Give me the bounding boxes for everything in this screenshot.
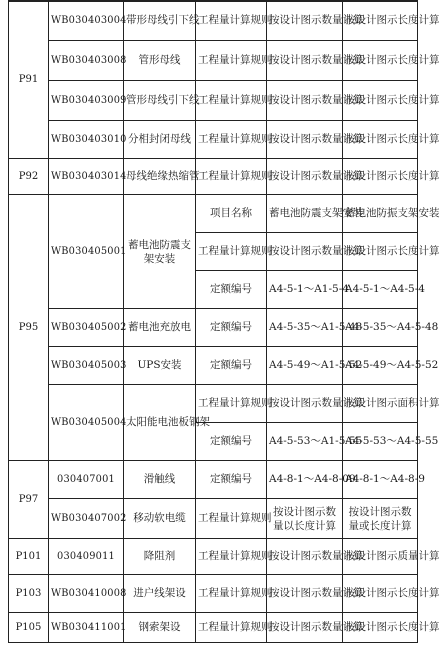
corrected-value: 按设计图示长度计算 (343, 159, 418, 195)
item-name: 管形母线 (124, 41, 196, 81)
item-name: 带形母线引下线 (124, 1, 196, 41)
page-ref: P91 (9, 1, 49, 159)
item-code: WB030403009 (49, 81, 124, 121)
item-name: 蓄电池防震支架安装 (124, 195, 196, 309)
original-value: 按设计图示数量计算 (267, 41, 343, 81)
corrected-value: 按设计图示面积计算 (343, 385, 418, 423)
original-value: 蓄电池防震支架安装 (267, 195, 343, 233)
item-code: 030407001 (49, 461, 124, 499)
item-code: WB030405002 (49, 309, 124, 347)
attribute: 工程量计算规则 (196, 41, 267, 81)
item-name: 钢索架设 (124, 613, 196, 643)
attribute: 定额编号 (196, 309, 267, 347)
item-name: 分相封闭母线 (124, 121, 196, 159)
original-value: A4-5-35～A1-5-48 (267, 309, 343, 347)
corrected-value: 按设计图示质量计算 (343, 539, 418, 575)
original-value: A4-8-1～A4-8-09 (267, 461, 343, 499)
attribute: 工程量计算规则 (196, 159, 267, 195)
table-row (9, 613, 418, 643)
attribute: 工程量计算规则 (196, 499, 267, 539)
item-name: 太阳能电池板钢架 (124, 385, 196, 461)
page-ref: P95 (9, 195, 49, 461)
attribute: 定额编号 (196, 423, 267, 461)
original-value: 按设计图示数量计算 (267, 233, 343, 271)
corrected-value: A4-5-49～A4-5-52 (343, 347, 418, 385)
corrected-value: 按设计图示长度计算 (343, 121, 418, 159)
item-name: 母线绝缘热缩管 (124, 159, 196, 195)
original-value: 按设计图示数量计算 (267, 1, 343, 41)
table-row (9, 1, 418, 41)
item-name: 蓄电池充放电 (124, 309, 196, 347)
table-row (9, 81, 418, 121)
attribute: 定额编号 (196, 347, 267, 385)
original-value: 按设计图示数量以长度计算 (267, 499, 343, 539)
table-row (9, 499, 418, 539)
page-ref: P97 (9, 461, 49, 539)
table-row (9, 309, 418, 347)
table-row (9, 195, 418, 233)
table-row (9, 159, 418, 195)
page-ref: P103 (9, 575, 49, 613)
item-code: WB030403008 (49, 41, 124, 81)
original-value: 按设计图示数量计算 (267, 539, 343, 575)
attribute: 定额编号 (196, 271, 267, 309)
item-code: WB030407002 (49, 499, 124, 539)
item-name: 降阻剂 (124, 539, 196, 575)
corrected-value: 按设计图示长度计算 (343, 81, 418, 121)
original-value: A4-5-1～A1-5-4 (267, 271, 343, 309)
corrected-value: 按设计图示长度计算 (343, 1, 418, 41)
original-value: 按设计图示数量计算 (267, 159, 343, 195)
errata-table (8, 0, 440, 643)
table-row (9, 575, 418, 613)
attribute: 定额编号 (196, 461, 267, 499)
item-name: 进户线架设 (124, 575, 196, 613)
item-code: WB030403014 (49, 159, 124, 195)
corrected-value: 按设计图示长度计算 (343, 41, 418, 81)
corrected-value: 按设计图示长度计算 (343, 575, 418, 613)
corrected-value: 按设计图示长度计算 (343, 233, 418, 271)
corrected-value: 按设计图示长度计算 (343, 613, 418, 643)
table-row (9, 539, 418, 575)
corrected-value: 按设计图示数量或长度计算 (343, 499, 418, 539)
page-ref: P105 (9, 613, 49, 643)
item-name: 管形母线引下线 (124, 81, 196, 121)
item-code: WB030403004 (49, 1, 124, 41)
item-name: 移动软电缆 (124, 499, 196, 539)
attribute: 工程量计算规则 (196, 575, 267, 613)
item-code: WB030405003 (49, 347, 124, 385)
original-value: 按设计图示数量计算 (267, 613, 343, 643)
corrected-value: 蓄电池防振支架安装 (343, 195, 418, 233)
attribute: 工程量计算规则 (196, 81, 267, 121)
corrected-value: A4-5-1～A4-5-4 (343, 271, 418, 309)
attribute: 工程量计算规则 (196, 233, 267, 271)
attribute: 工程量计算规则 (196, 539, 267, 575)
original-value: A4-5-49～A1-5-52 (267, 347, 343, 385)
corrected-value: A4-8-1～A4-8-9 (343, 461, 418, 499)
original-value: 按设计图示数量计算 (267, 385, 343, 423)
item-name: 滑触线 (124, 461, 196, 499)
original-value: 按设计图示数量计算 (267, 81, 343, 121)
item-code: 030409011 (49, 539, 124, 575)
item-code: WB030405004 (49, 385, 124, 461)
original-value: 按设计图示数量计算 (267, 575, 343, 613)
item-code: WB030403010 (49, 121, 124, 159)
page-ref: P92 (9, 159, 49, 195)
table-row (9, 461, 418, 499)
corrected-value: A4-5-53～A4-5-55 (343, 423, 418, 461)
corrected-value: A4-5-35～A4-5-48 (343, 309, 418, 347)
attribute: 工程量计算规则 (196, 385, 267, 423)
table-row (9, 385, 418, 423)
attribute: 工程量计算规则 (196, 121, 267, 159)
page-ref: P101 (9, 539, 49, 575)
original-value: 按设计图示数量计算 (267, 121, 343, 159)
table-row (9, 41, 418, 81)
item-name: UPS安装 (124, 347, 196, 385)
attribute: 项目名称 (196, 195, 267, 233)
attribute: 工程量计算规则 (196, 613, 267, 643)
item-code: WB030411001 (49, 613, 124, 643)
table-row (9, 121, 418, 159)
item-code: WB030405001 (49, 195, 124, 309)
original-value: A4-5-53～A1-5-55 (267, 423, 343, 461)
table-row (9, 347, 418, 385)
item-code: WB030410008 (49, 575, 124, 613)
attribute: 工程量计算规则 (196, 1, 267, 41)
